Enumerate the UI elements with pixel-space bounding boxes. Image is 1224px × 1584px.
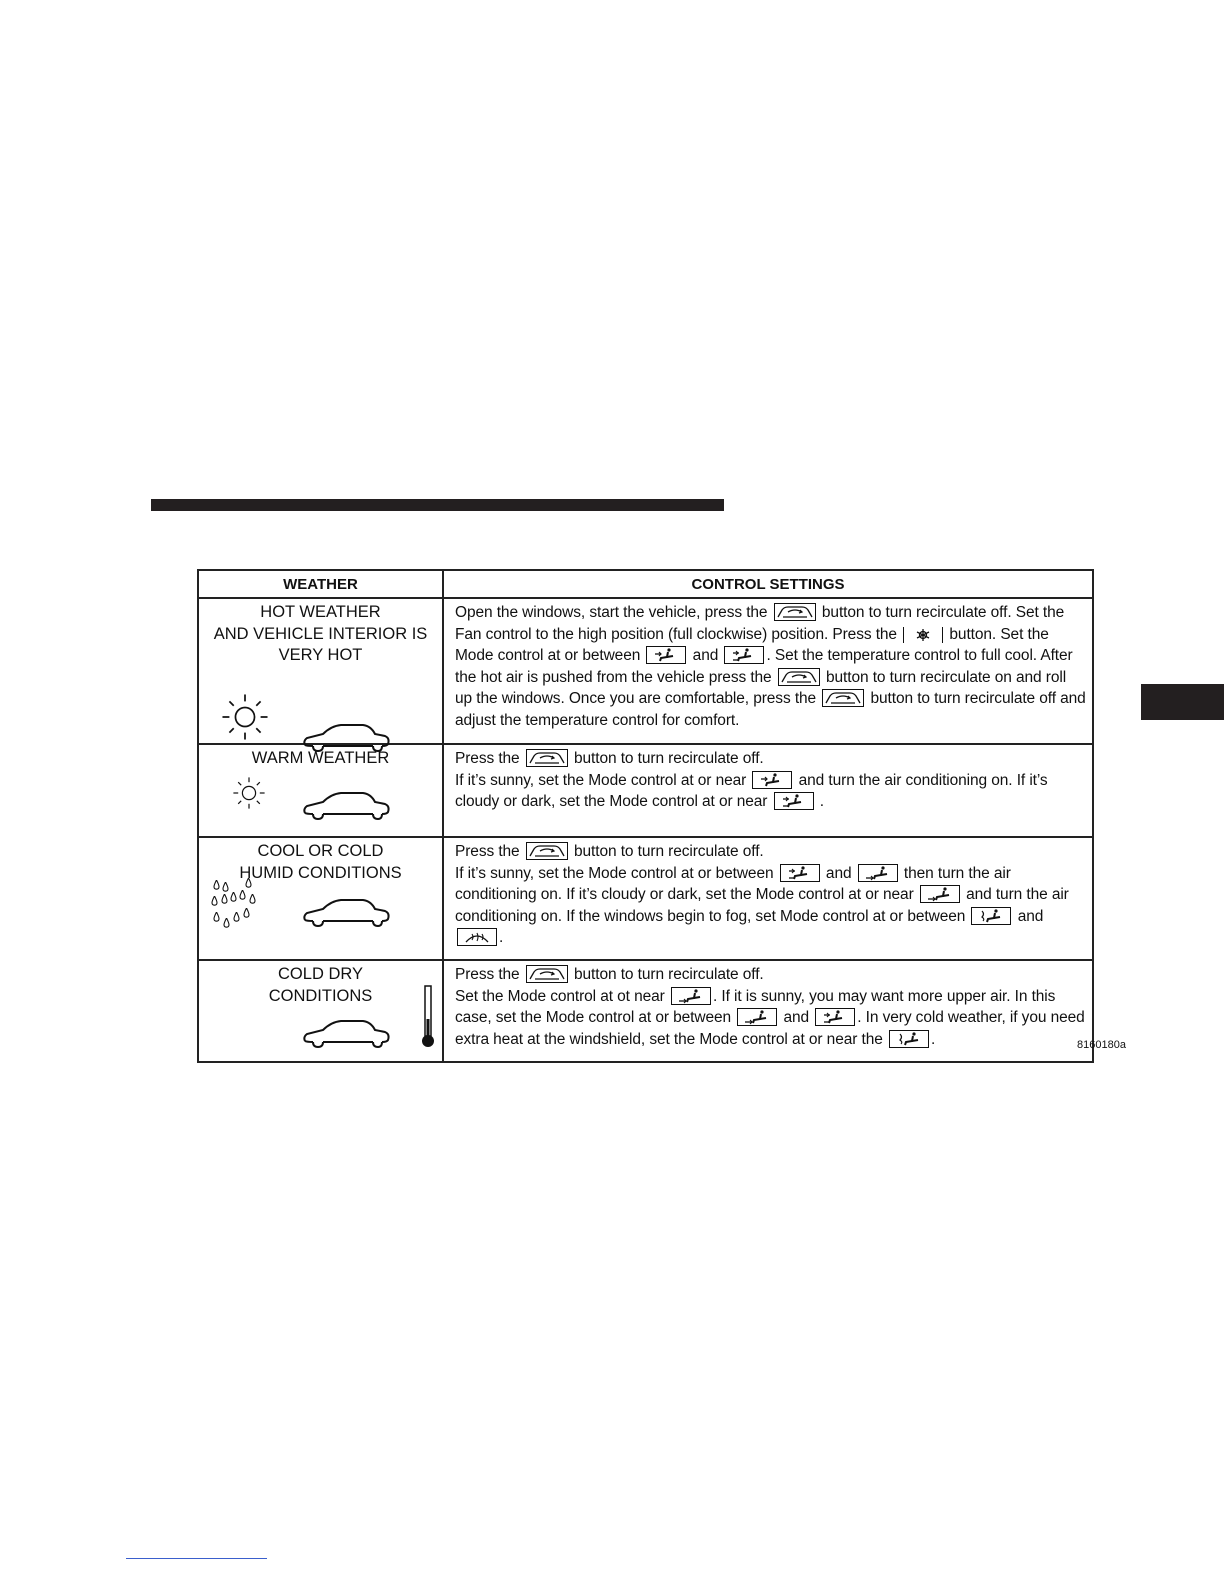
floor-mode-icon [737, 1008, 777, 1026]
figure-id: 8160180a [1077, 1039, 1126, 1051]
weather-label-line: CONDITIONS [268, 986, 373, 1005]
chapter-tab [1141, 684, 1224, 720]
settings-text: and [825, 864, 852, 882]
mix-mode-icon [889, 1030, 929, 1048]
weather-label-line: HOT WEATHER [260, 603, 381, 621]
weather-label-line: COOL OR COLD [257, 842, 384, 860]
car-icon [301, 898, 391, 928]
bilevel-mode-icon [774, 792, 814, 810]
raindrops-icon [211, 878, 261, 936]
settings-text: and turn the air conditioning on. If it’s cloudy or dark, set the Mode control at or near [455, 771, 1048, 811]
table-row [198, 744, 1093, 837]
weather-cell [198, 837, 443, 960]
weather-cell [198, 598, 443, 744]
settings-cell [443, 960, 1093, 1062]
weather-cell [198, 744, 443, 837]
thermometer-icon [421, 985, 435, 1049]
settings-text: then turn the air conditioning on. If it’s cloudy or dark, set the Mode control at or near [455, 864, 1011, 904]
defrost-mode-icon [457, 928, 497, 946]
table-row [198, 837, 1093, 960]
recirculation-icon [526, 749, 568, 767]
car-icon [301, 1019, 391, 1049]
settings-text: Press the [455, 966, 520, 983]
settings-text: button. Set the Mode control at or between [455, 625, 1049, 665]
settings-text: Set the Mode control at ot near [455, 987, 665, 1005]
recirculation-icon [778, 668, 820, 686]
settings-text: Open the windows, start the vehicle, press the [455, 604, 768, 621]
recirculation-icon [774, 603, 816, 621]
panel-mode-icon [646, 646, 686, 664]
settings-text: button to turn recirculate off. [574, 966, 764, 983]
settings-text: and [692, 647, 719, 665]
recirculation-icon [526, 965, 568, 983]
bilevel-mode-icon [815, 1008, 855, 1026]
panel-mode-icon [752, 771, 792, 789]
settings-text: Press the [455, 843, 520, 860]
control-settings-column-header: CONTROL SETTINGS [443, 570, 1093, 598]
settings-text: button to turn recirculate off. Set the Fan control to the high position (full clockwise) position. Press the [455, 604, 1065, 643]
settings-text: If it’s sunny, set the Mode control at or between [455, 864, 774, 882]
settings-cell [443, 837, 1093, 960]
settings-text: button to turn recirculate off. [574, 750, 764, 767]
settings-text: . [819, 793, 825, 811]
settings-text: . [499, 929, 504, 947]
climate-control-table [197, 569, 1094, 1063]
bilevel-mode-icon [780, 864, 820, 882]
settings-text: . In very cold weather, if you need extra heat at the windshield, set the Mode control at or near the [455, 1009, 1085, 1048]
recirculation-icon [822, 689, 864, 707]
small-sun-icon [231, 775, 267, 811]
settings-text: button to turn recirculate on and roll up the windows. Once you are comfortable, press the [455, 668, 1067, 708]
weather-label-line: AND VEHICLE INTERIOR IS [213, 624, 428, 643]
settings-text: button to turn recirculate off and adjust the temperature control for comfort. [455, 690, 1086, 729]
car-icon [301, 791, 391, 821]
settings-text: and turn the air conditioning on. If the windows begin to fog, set Mode control at or between [455, 886, 1069, 925]
settings-text: If it’s sunny, set the Mode control at or near [455, 771, 747, 789]
table-header-row [198, 570, 1093, 598]
weather-cell [198, 960, 443, 1062]
footer-rule [126, 1558, 267, 1559]
weather-column-header: WEATHER [198, 570, 443, 598]
floor-mode-icon [858, 864, 898, 882]
recirculation-icon [526, 842, 568, 860]
settings-text: button to turn recirculate off. [574, 843, 764, 860]
mix-mode-icon [971, 907, 1011, 925]
floor-mode-icon [671, 987, 711, 1005]
settings-text: and [783, 1009, 810, 1027]
weather-label-line: VERY HOT [278, 646, 363, 664]
sun-icon [219, 691, 271, 743]
weather-label-line: HUMID CONDITIONS [239, 863, 402, 882]
air-conditioning-icon [903, 627, 943, 643]
weather-label-line: WARM WEATHER [251, 749, 390, 767]
weather-label-line: COLD DRY [278, 965, 363, 983]
settings-cell [443, 744, 1093, 837]
floor-mode-icon [920, 885, 960, 903]
table-row [198, 960, 1093, 1062]
section-header-bar [151, 499, 724, 511]
table-row [198, 598, 1093, 744]
settings-cell [443, 598, 1093, 744]
settings-text: . Set the temperature control to full cool. After the hot air is pushed from the vehicle press the [455, 647, 1073, 686]
settings-text: . [930, 1030, 936, 1048]
bilevel-mode-icon [724, 646, 764, 664]
settings-text: and [1017, 907, 1044, 925]
settings-text: Press the [455, 750, 520, 767]
settings-text: . If it is sunny, you may want more upper air. In this case, set the Mode control at or between [455, 987, 1056, 1027]
